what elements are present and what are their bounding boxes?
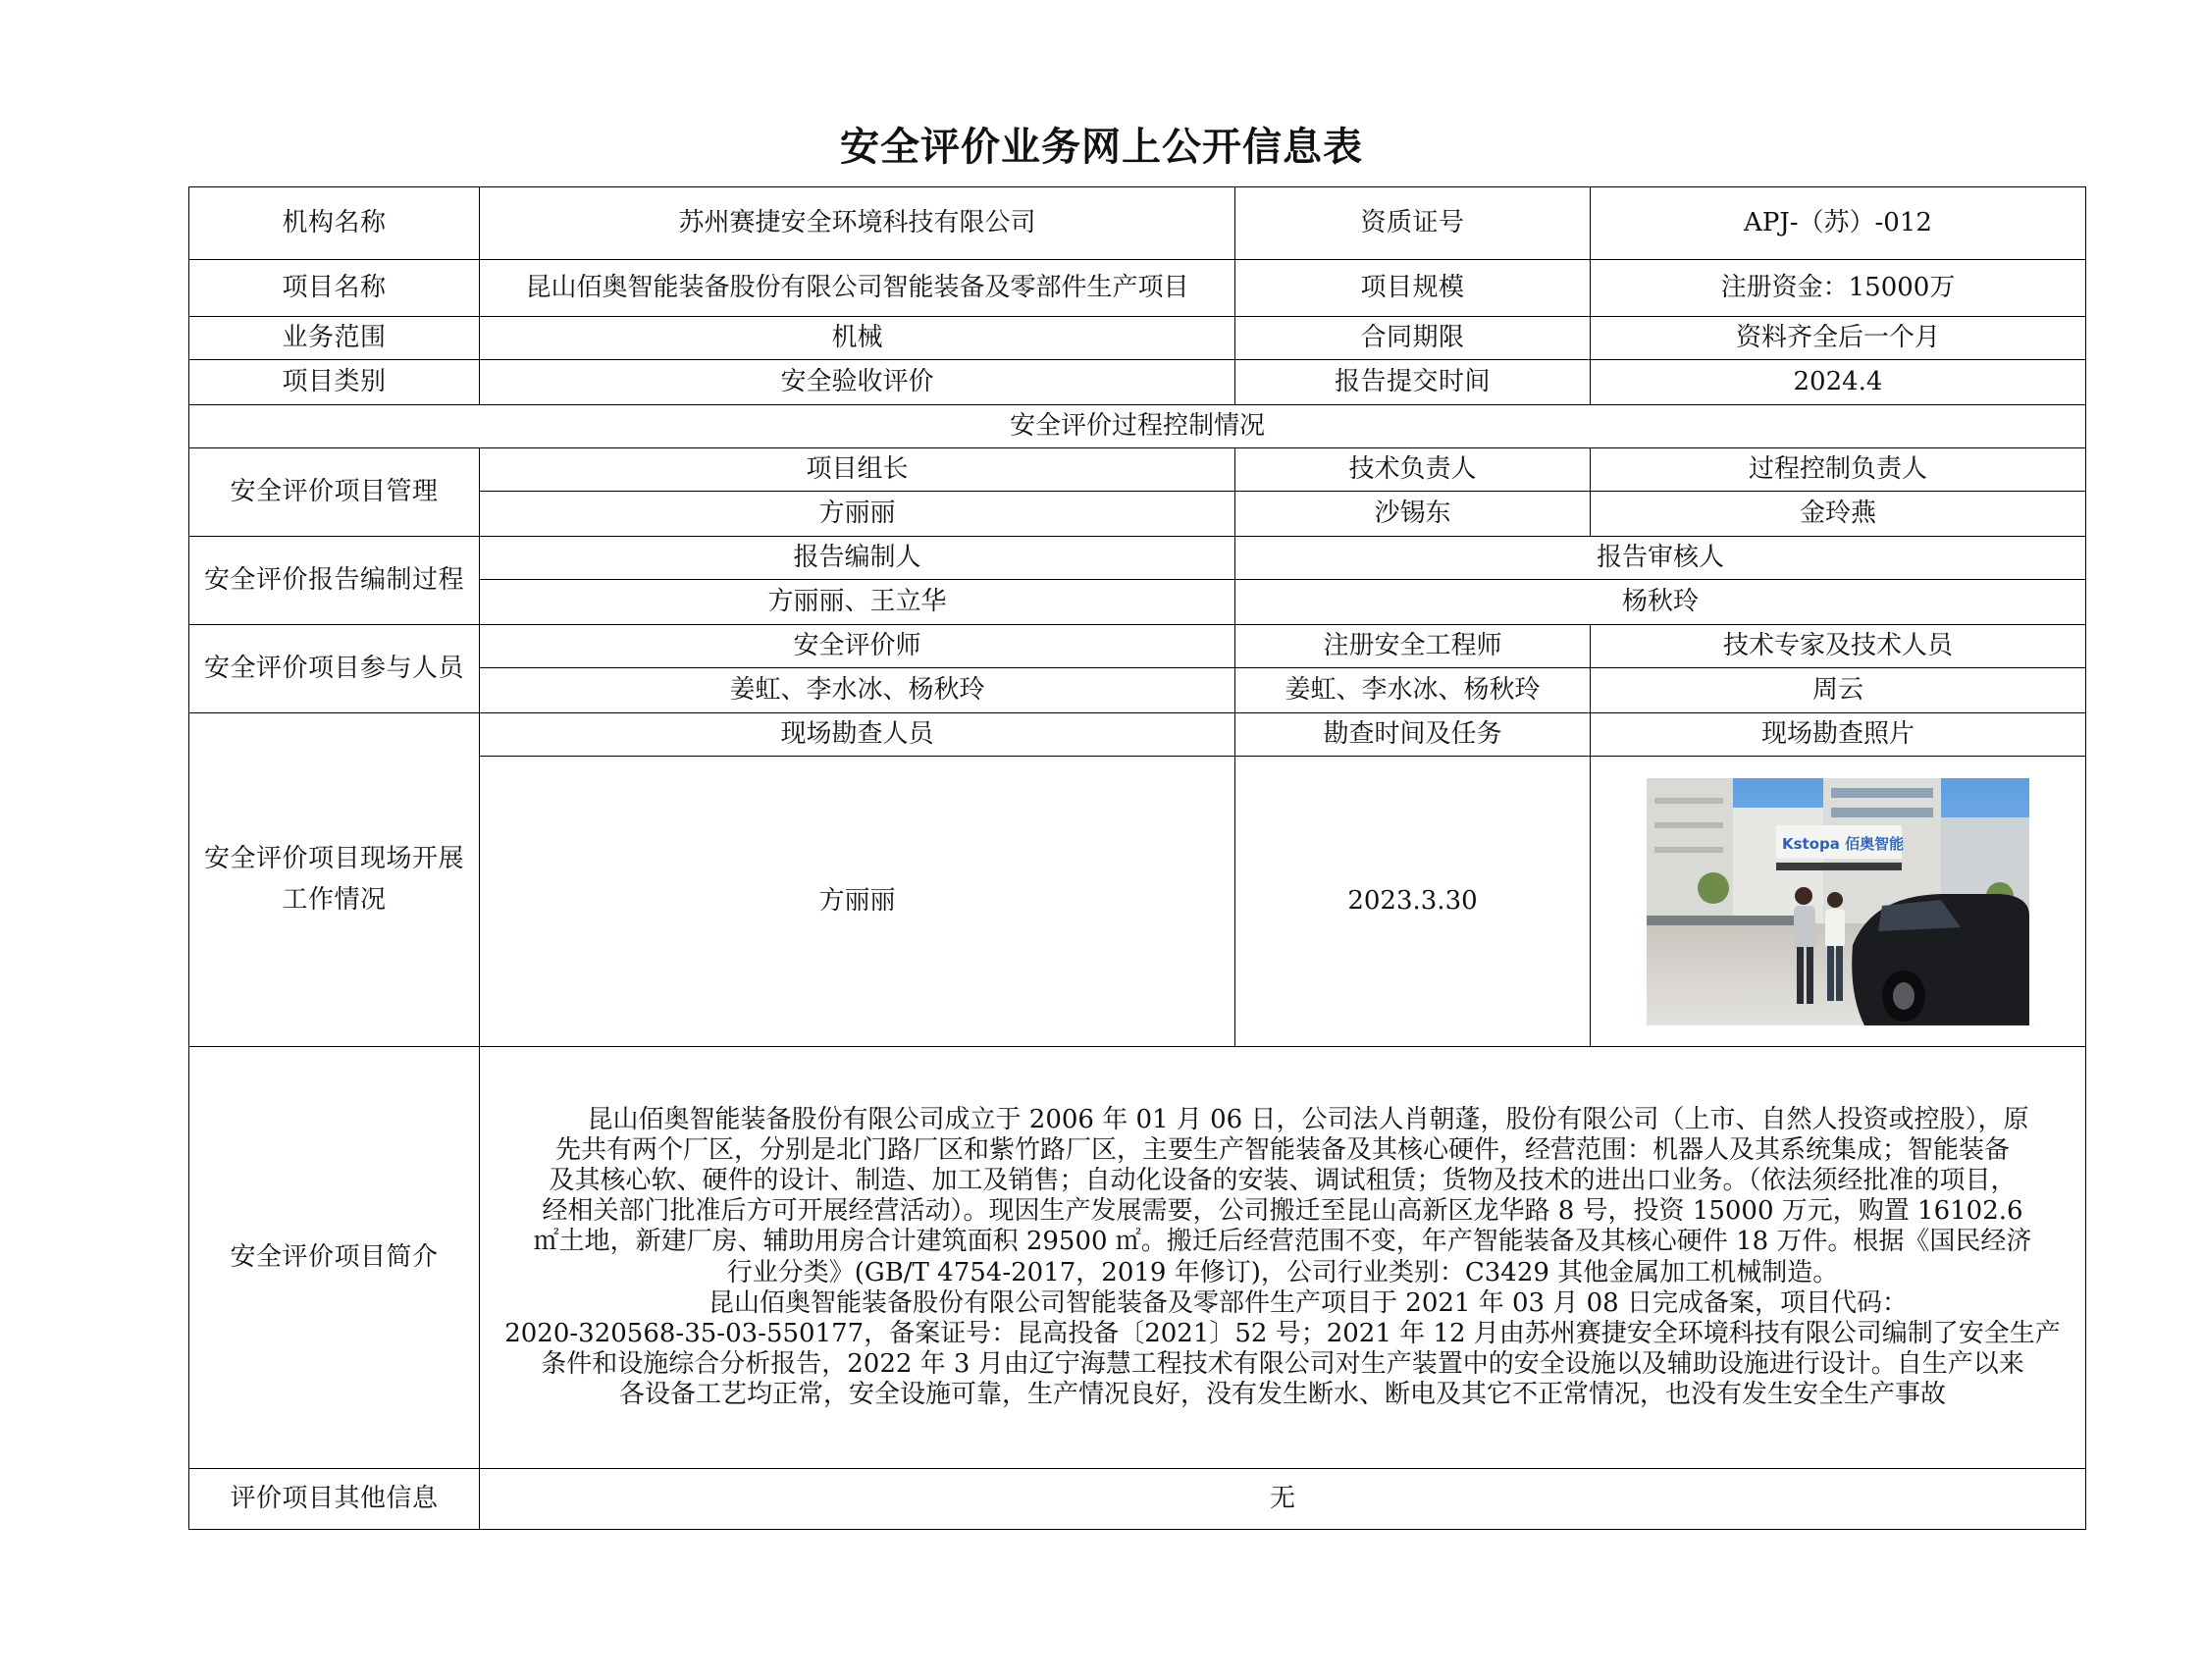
- safety-engineer-value: 姜虹、李水冰、杨秋玲: [1235, 668, 1591, 713]
- intro-line: 先共有两个厂区，分别是北门路厂区和紫竹路厂区，主要生产智能装备及其核心硬件，经营范围：机器人及其系统集成；智能装备: [554, 1134, 2010, 1165]
- project-category-value: 安全验收评价: [480, 360, 1235, 405]
- other-info-label: 评价项目其他信息: [189, 1469, 480, 1530]
- inspection-time-value: 2023.3.30: [1235, 757, 1591, 1047]
- site-work-label-line1: 安全评价项目现场开展: [203, 844, 464, 874]
- intro-line: 各设备工艺均正常，安全设施可靠，生产情况良好，没有发生断水、断电及其它不正常情况，也没有发生安全生产事故: [618, 1380, 1946, 1410]
- report-submit-value: 2024.4: [1591, 360, 2086, 405]
- info-table: [188, 186, 2086, 1530]
- project-name-value: 昆山佰奥智能装备股份有限公司智能装备及零部件生产项目: [480, 260, 1235, 317]
- tech-expert-label: 技术专家及技术人员: [1591, 625, 2086, 668]
- report-submit-label: 报告提交时间: [1235, 360, 1591, 405]
- project-scale-value: 注册资金：15000万: [1591, 260, 2086, 317]
- report-process-label: 安全评价报告编制过程: [189, 537, 480, 625]
- site-work-label-line2: 工作情况: [282, 884, 387, 915]
- photo-sign-text: Kstopa 佰奥智能: [1782, 834, 1905, 853]
- report-reviewer-value: 杨秋玲: [1235, 580, 2086, 625]
- intro-line: 2020-320568-35-03-550177，备案证号：昆高投备〔2021〕52 号；2021 年 12 月由苏州赛捷安全环境科技有限公司编制了安全生产: [504, 1318, 2061, 1348]
- other-info-value: 无: [480, 1469, 2086, 1530]
- page-title: 安全评价业务网上公开信息表: [840, 124, 1363, 170]
- contract-period-label: 合同期限: [1235, 317, 1591, 360]
- project-intro-text: [480, 1047, 2086, 1469]
- site-photo-label: 现场勘查照片: [1591, 713, 2086, 757]
- report-author-label: 报告编制人: [480, 537, 1235, 580]
- process-ctrl-value: 金玲燕: [1591, 492, 2086, 537]
- org-name-value: 苏州赛捷安全环境科技有限公司: [480, 187, 1235, 260]
- intro-line: 昆山佰奥智能装备股份有限公司智能装备及零部件生产项目于 2021 年 03 月 08 日完成备案，项目代码：: [708, 1287, 1908, 1318]
- intro-line: 条件和设施综合分析报告，2022 年 3 月由辽宁海慧工程技术有限公司对生产装置中的安全设施以及辅助设施进行设计。自生产以来: [541, 1349, 2024, 1380]
- project-scale-label: 项目规模: [1235, 260, 1591, 317]
- team-leader-value: 方丽丽: [480, 492, 1235, 537]
- intro-line: 经相关部门批准后方可开展经营活动）。现因生产发展需要，公司搬迁至昆山高新区龙华路 8 号，投资 15000 万元，购置 16102.6: [542, 1196, 2023, 1227]
- site-work-label: [189, 713, 480, 1047]
- project-category-label: 项目类别: [189, 360, 480, 405]
- business-scope-value: 机械: [480, 317, 1235, 360]
- project-intro-label: 安全评价项目简介: [189, 1047, 480, 1469]
- intro-line: ㎡土地，新建厂房、辅助用房合计建筑面积 29500 ㎡。搬迁后经营范围不变，年产智能装备及其核心硬件 18 万件。根据《国民经济: [533, 1227, 2032, 1257]
- site-photo-cell: [1591, 757, 2086, 1047]
- team-leader-label: 项目组长: [480, 448, 1235, 492]
- intro-line: 行业分类》(GB/T 4754-2017，2019 年修订)，公司行业类别：C3429 其他金属加工机械制造。: [726, 1257, 1839, 1287]
- report-author-value: 方丽丽、王立华: [480, 580, 1235, 625]
- project-name-label: 项目名称: [189, 260, 480, 317]
- tech-expert-value: 周云: [1591, 668, 2086, 713]
- business-scope-label: 业务范围: [189, 317, 480, 360]
- report-reviewer-label: 报告审核人: [1235, 537, 2086, 580]
- safety-engineer-label: 注册安全工程师: [1235, 625, 1591, 668]
- process-heading: 安全评价过程控制情况: [189, 405, 2086, 448]
- contract-period-value: 资料齐全后一个月: [1591, 317, 2086, 360]
- site-photo: [1647, 778, 2029, 1025]
- tech-lead-label: 技术负责人: [1235, 448, 1591, 492]
- inspection-time-label: 勘查时间及任务: [1235, 713, 1591, 757]
- inspector-label: 现场勘查人员: [480, 713, 1235, 757]
- participants-label: 安全评价项目参与人员: [189, 625, 480, 713]
- tech-lead-value: 沙锡东: [1235, 492, 1591, 537]
- evaluator-label: 安全评价师: [480, 625, 1235, 668]
- cert-value: APJ-（苏）-012: [1591, 187, 2086, 260]
- process-ctrl-label: 过程控制负责人: [1591, 448, 2086, 492]
- project-mgmt-label: 安全评价项目管理: [189, 448, 480, 537]
- evaluator-value: 姜虹、李水冰、杨秋玲: [480, 668, 1235, 713]
- org-name-label: 机构名称: [189, 187, 480, 260]
- inspector-value: 方丽丽: [480, 757, 1235, 1047]
- cert-label: 资质证号: [1235, 187, 1591, 260]
- intro-line: 昆山佰奥智能装备股份有限公司成立于 2006 年 01 月 06 日，公司法人肖朝蓬，股份有限公司（上市、自然人投资或控股），原: [587, 1104, 2029, 1134]
- intro-line: 及其核心软、硬件的设计、制造、加工及销售；自动化设备的安装、调试租赁；货物及技术的进出口业务。（依法须经批准的项目，: [549, 1165, 2017, 1195]
